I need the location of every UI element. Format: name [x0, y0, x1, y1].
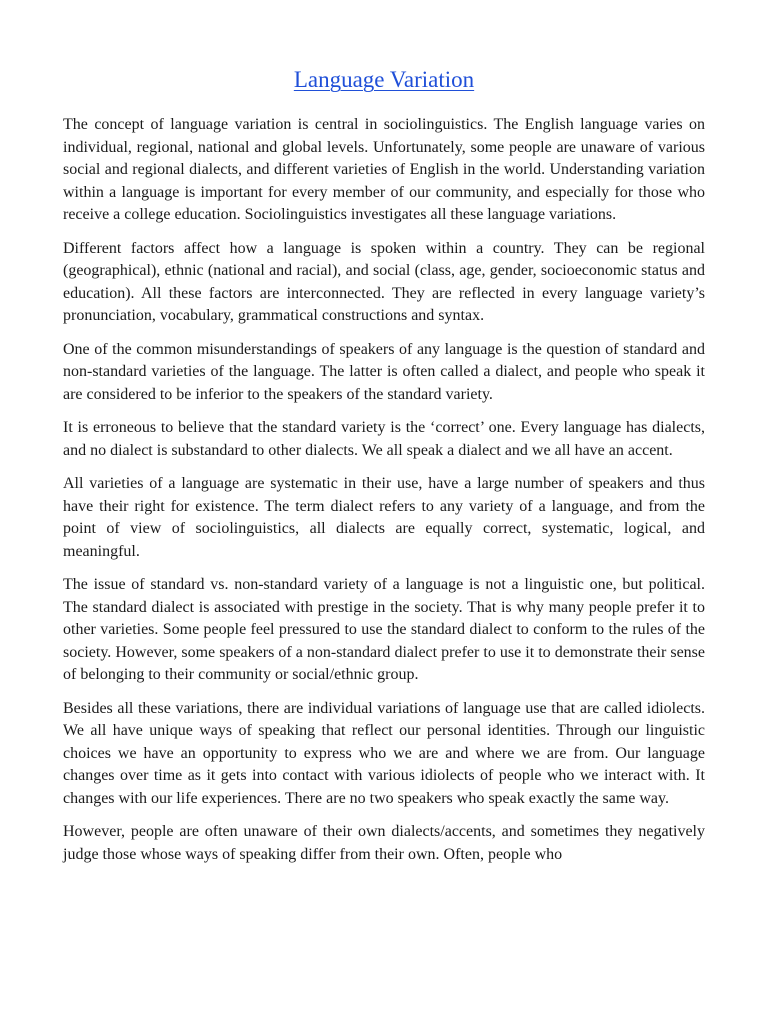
page-title: Language Variation — [293, 67, 475, 92]
paragraph-6: The issue of standard vs. non-standard variety of a language is not a linguistic one, but political. The standard dialect is associated with prestige in the society. That is why many people prefer it to other varieties. Some people feel pressured to use the standard dialect to conform to the rules of the society. However, some speakers of a non-standard dialect prefer to use it to demonstrate their sense of belonging to their community or social/ethnic group. — [63, 576, 705, 683]
paragraph-1: The concept of language variation is central in sociolinguistics. The English language varies on individual, regional, national and global levels. Unfortunately, some people are unaware of various social and regional dialects, and different varieties of English in the world. Understanding variation within a language is important for every member of our community, and especially for those who receive a college education. Sociolinguistics investigates all these language variations. — [63, 116, 705, 223]
paragraph-5: All varieties of a language are systematic in their use, have a large number of speakers and thus have their right for existence. The term dialect refers to any variety of a language, and from the point of view of sociolinguistics, all dialects are equally correct, systematic, logical, and meaningful. — [63, 475, 705, 560]
paragraph-7: Besides all these variations, there are individual variations of language use that are called idiolects. We all have unique ways of speaking that reflect our personal identities. Through our linguistic choices we have an opportunity to express who we are and where we are from. Our language changes over time as it gets into contact with various idiolects of people who we interact with. It changes with our life experiences. There are no two speakers who speak exactly the same way. — [63, 699, 705, 807]
document-page — [63, 58, 705, 877]
paragraph-3: One of the common misunderstandings of speakers of any language is the question of standard and non-standard varieties of the language. The latter is often called a dialect, and people who speak it are considered to be inferior to the speakers of the standard variety. — [63, 340, 705, 403]
paragraph-8: However, people are often unaware of their own dialects/accents, and sometimes they negatively judge those whose ways of speaking differ from their own. Often, people who — [63, 823, 705, 863]
paragraph-2: Different factors affect how a language is spoken within a country. They can be regional (geographical), ethnic (national and racial), and social (class, age, gender, socioeconomic status and education). All these factors are interconnected. They are reflected in every language variety’s pronunciation, vocabulary, grammatical constructions and syntax. — [63, 239, 705, 324]
paragraph-4: It is erroneous to believe that the standard variety is the ‘correct’ one. Every language has dialects, and no dialect is substandard to other dialects. We all speak a dialect and we all have an accent. — [63, 419, 705, 459]
